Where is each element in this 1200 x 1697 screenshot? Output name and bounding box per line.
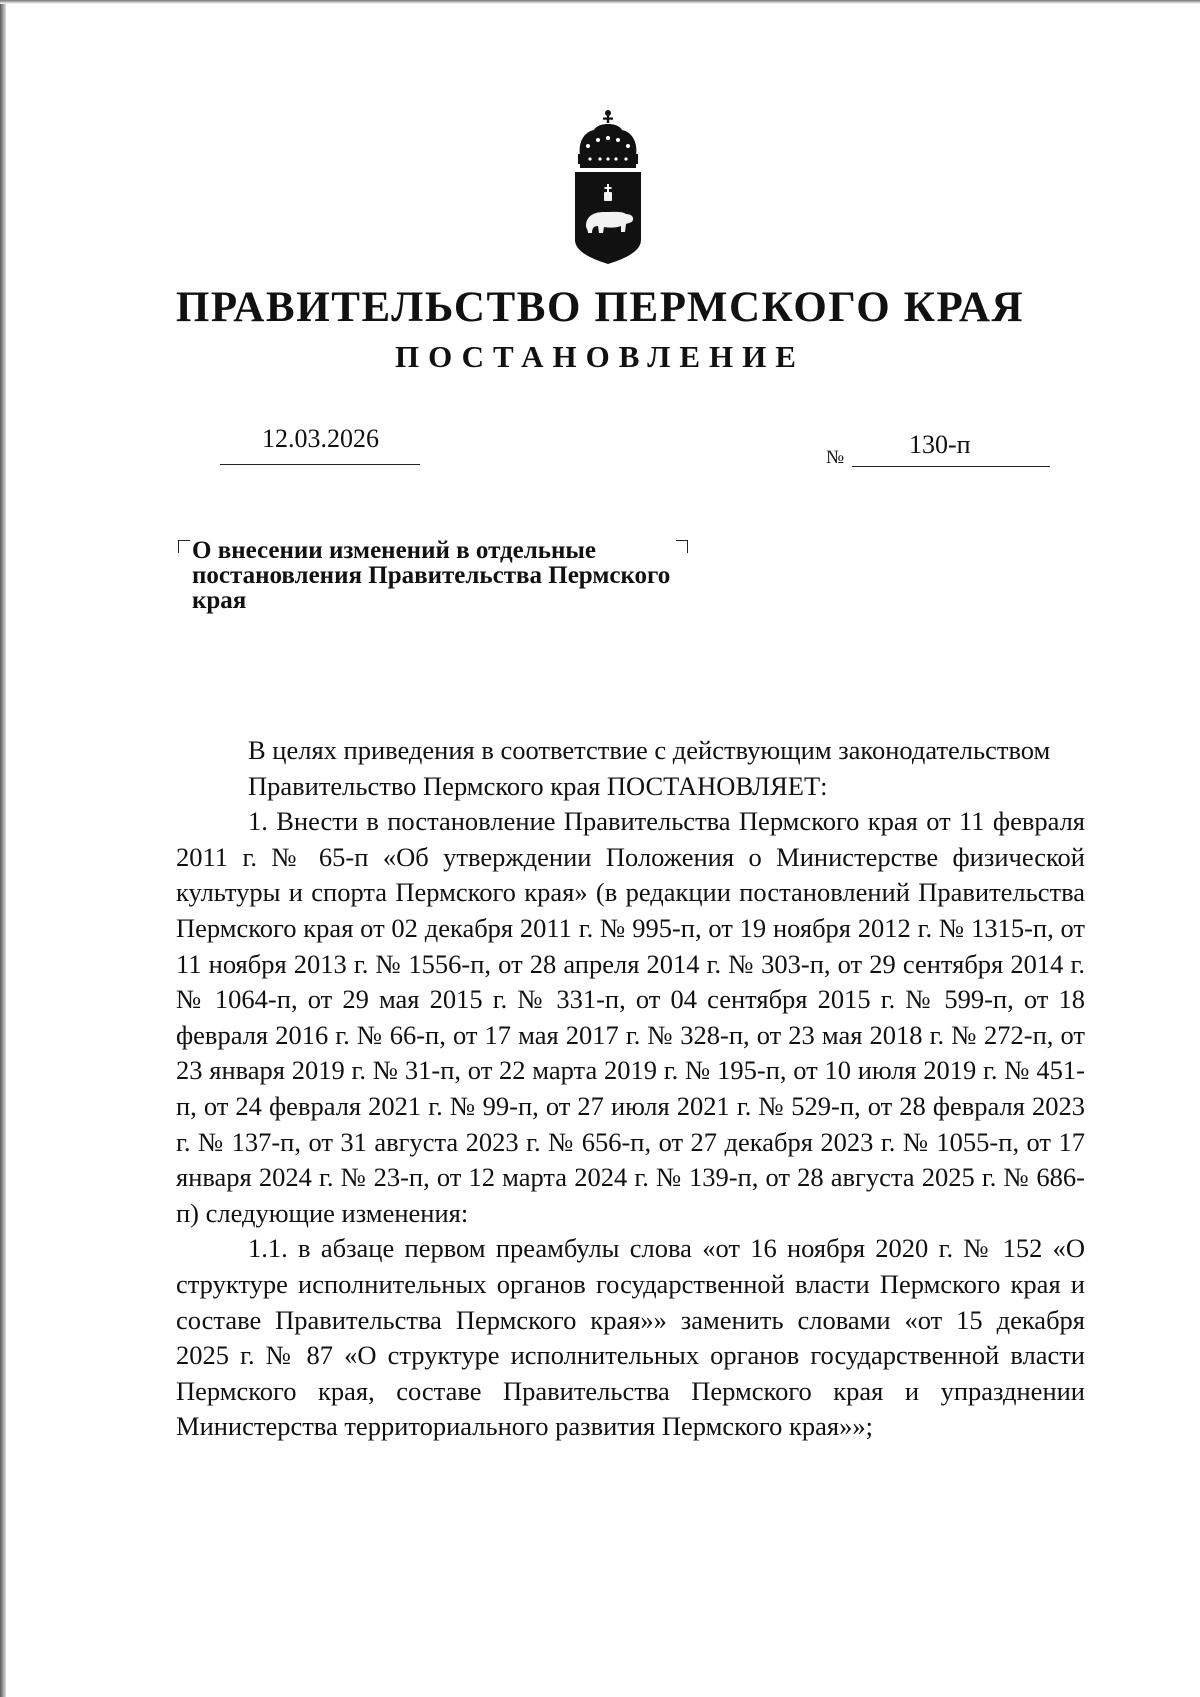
organization-title: ПРАВИТЕЛЬСТВО ПЕРМСКОГО КРАЯ [175,284,1025,331]
document-type-title: ПОСТАНОВЛЕНИЕ [395,339,805,374]
clause-1-paragraph: 1. Внести в постановление Правительства Пермского края от 11 февраля 2011 г. № 65-п «Об утверждении Положения о Министерстве физической культуры и спорта Пермского края» (в редакции постановлений Правительства Пермского края от 02 декабря 2011 г. № 995-п, от 19 ноября 2012 г. № 1315-п, от 11 ноября 2013 г. № 1556-п, от 28 апреля 2014 г. № 303-п, от 29 сентября 2014 г. № 1064-п, от 29 мая 2015 г. № 331-п, от 04 сентября 2015 г. № 599-п, от 18 февраля 2016 г. № 66-п, от 17 мая 2017 г. № 328-п, от 23 мая 2018 г. № 272-п, от 23 января 2019 г. № 31-п, от 22 марта 2019 г. № 195-п, от 10 июля 2019 г. № 451-п, от 24 февраля 2021 г. № 99-п, от 27 июля 2021 г. № 529-п, от 28 февраля 2023 г. № 137-п, от 31 августа 2023 г. № 656-п, от 27 декабря 2023 г. № 1055-п, от 17 января 2024 г. № 23-п, от 12 марта 2024 г. № 139-п, от 28 августа 2025 г. № 686-п) следующие изменения: [176,806,1085,1228]
scan-edge-top [0,0,1200,4]
number-sign: № [826,447,845,468]
document-date: 12.03.2026 [262,424,379,453]
subject-text: О внесении изменений в отдельные постановления Правительства Пермского края [192,537,671,614]
scan-edge-left [0,0,6,1697]
document-subject [177,538,697,613]
number-underline [852,466,1050,467]
clause-1-1-paragraph: 1.1. в абзаце первом преамбулы слова «от 16 ноября 2020 г. № 152 «О структуре исполнительных органов государственной власти Пермского края и составе Правительства Пермского края»» заменить словами «от 15 декабря 2025 г. № 87 «О структуре исполнительных органов государственной власти Пермского края, составе Правительства Пермского края и упразднении Министерства территориального развития Пермского края»»; [176,1233,1085,1442]
resolution-paragraph: Правительство Пермского края ПОСТАНОВЛЯЕТ: [248,770,828,801]
preamble-paragraph: В целях приведения в соответствие с действующим законодательством [248,735,1051,765]
document-number: 130-п [909,430,971,459]
date-underline [220,464,420,465]
coat-of-arms-emblem [570,108,646,266]
document-body [176,733,1085,1445]
